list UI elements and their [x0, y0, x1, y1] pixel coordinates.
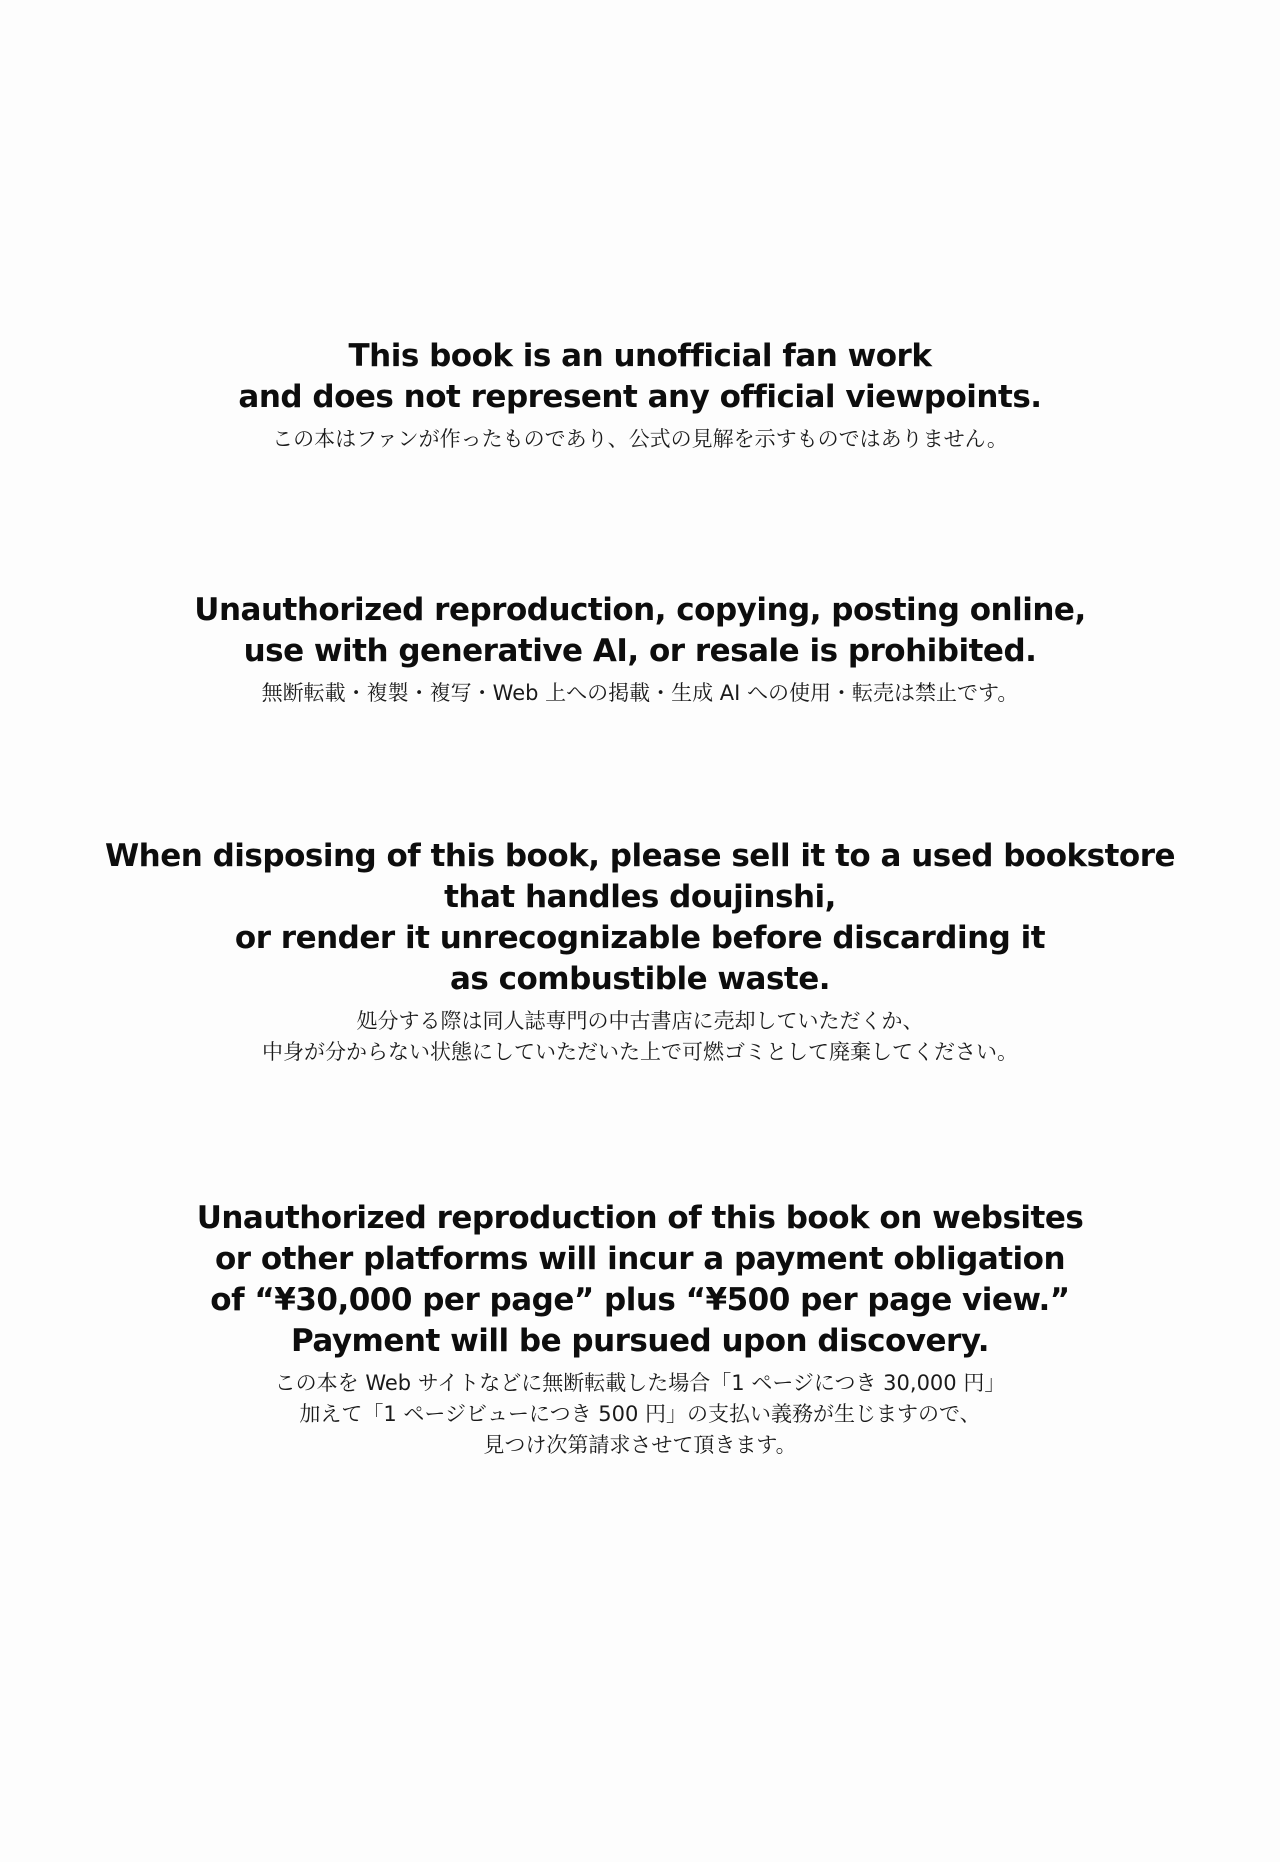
japanese-line: 中身が分からない状態にしていただいた上で可燃ゴミとして廃棄してください。 — [262, 1040, 1018, 1064]
notice-reproduction-prohibited — [0, 590, 1280, 709]
notice-english-text — [0, 336, 1280, 418]
english-line: This book is an unofficial fan work — [348, 338, 932, 374]
notice-english-text — [0, 590, 1280, 672]
japanese-line: この本を Web サイトなどに無断転載した場合「1 ページにつき 30,000 円」 — [274, 1371, 1006, 1395]
english-line: or render it unrecognizable before discarding it — [234, 920, 1046, 956]
notice-japanese-text — [0, 1368, 1280, 1461]
english-line: and does not represent any official viewpoints. — [238, 379, 1042, 415]
japanese-line: 無断転載・複製・複写・Web 上への掲載・生成 AI への使用・転売は禁止です。 — [261, 681, 1019, 705]
english-line: Unauthorized reproduction of this book on websites — [196, 1200, 1084, 1236]
english-line: as combustible waste. — [449, 961, 831, 997]
english-line: that handles doujinshi, — [444, 879, 836, 915]
notice-unofficial-fan-work — [0, 336, 1280, 455]
japanese-line: この本はファンが作ったものであり、公式の見解を示すものではありません。 — [272, 427, 1008, 451]
english-line: Payment will be pursued upon discovery. — [291, 1323, 989, 1359]
notice-english-text — [0, 836, 1280, 1000]
english-line: or other platforms will incur a payment obligation — [214, 1241, 1066, 1277]
notice-japanese-text — [0, 678, 1280, 709]
english-line: of “¥30,000 per page” plus “¥500 per page view.” — [210, 1282, 1070, 1318]
english-line: Unauthorized reproduction, copying, posting online, — [194, 592, 1086, 628]
japanese-line: 見つけ次第請求させて頂きます。 — [483, 1433, 797, 1457]
japanese-line: 加えて「1 ページビューにつき 500 円」の支払い義務が生じますので、 — [299, 1402, 981, 1426]
english-line: use with generative AI, or resale is prohibited. — [243, 633, 1037, 669]
notice-payment-obligation — [0, 1198, 1280, 1461]
japanese-line: 処分する際は同人誌専門の中古書店に売却していただくか、 — [356, 1009, 924, 1033]
notice-japanese-text — [0, 424, 1280, 455]
notice-disposal — [0, 836, 1280, 1068]
english-line: When disposing of this book, please sell it to a used bookstore — [104, 838, 1176, 874]
notice-english-text — [0, 1198, 1280, 1362]
notice-japanese-text — [0, 1006, 1280, 1068]
